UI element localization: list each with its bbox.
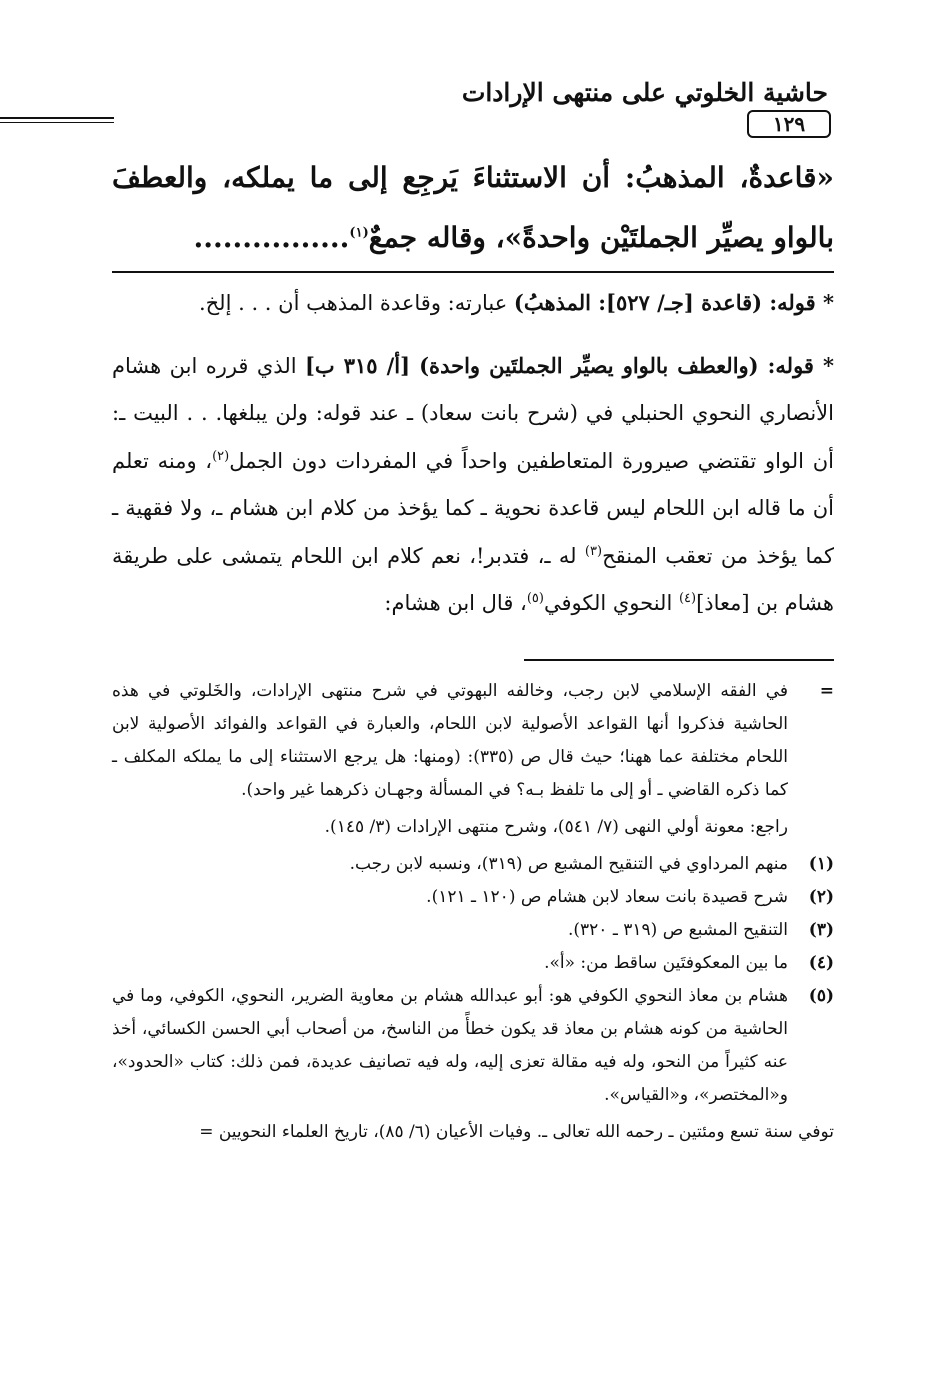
running-header-title: حاشية الخلوتي على منتهى الإرادات [461, 78, 828, 107]
footnote-ref-4: (٤) [678, 591, 697, 606]
commentary-paragraph-2 [112, 342, 834, 628]
commentary-body-1: عبارته: وقاعدة المذهب أن . . . إلخ. [198, 291, 514, 315]
footnote-number: (١) [808, 854, 834, 874]
footnote-separator [524, 659, 834, 661]
commentary-body-2b: ، ومنه تعلم أن ما قاله ابن اللحام ليس قاعدة نحوية ـ كما يؤخذ من كلام ابن هشام ـ، ولا فقهية ـ كما يؤخذ من تعقب المنقح [112, 448, 835, 568]
footnote-continuation [112, 675, 834, 807]
footnote-last-line: توفي سنة تسع ومئتين ـ رحمه الله تعالى ـ. وفيات الأعيان (٦/ ٨٥)، تاريخ العلماء النحويين = [199, 1122, 834, 1142]
footnote-refer: راجع: معونة أولي النهى (٧/ ٥٤١)، وشرح منتهى الإرادات (٣/ ١٤٥). [324, 817, 788, 837]
footnote-number: (٣) [808, 920, 834, 940]
commentary-paragraph-1 [112, 279, 834, 328]
commentary-lead-2: * قوله: (والعطف بالواو يصيِّر الجملتَين واحدة) [أ/ ٣١٥ ب] [304, 352, 834, 378]
page-number: ١٢٩ [747, 110, 831, 138]
footnote-ref-5: (٥) [526, 591, 544, 606]
footnote-number: (٥) [808, 986, 834, 1006]
footnote-text: منهم المرداوي في التنقيح المشبع ص (٣١٩)، ونسبه لابن رجب. [349, 854, 788, 874]
commentary-body-2d: النحوي الكوفي [543, 591, 679, 615]
footnote-text: التنقيح المشبع ص (٣١٩ ـ ٣٢٠). [568, 920, 788, 940]
commentary-body-2a: الذي قرره ابن هشام الأنصاري النحوي الحنبلي في (شرح بانت سعاد) ـ عند قوله: ولن يبلغها. . . البيت ـ: أن الواو تقتضي صيرورة المتعاطفين واحداً في المفردات دون الجمل [112, 353, 834, 473]
matn-text [112, 148, 834, 268]
footnote-text: ما بين المعكوفتَين ساقط من: «أ». [544, 953, 788, 973]
commentary-body-2e: ، قال ابن هشام: [384, 591, 527, 615]
commentary-body-2c: له ـ، فتدبر!، نعم كلام ابن اللحام يتمشى على طريقة هشام بن [معاذ] [112, 543, 834, 615]
footnote-item [112, 980, 834, 1112]
continuation-mark: = [819, 681, 834, 701]
footnote-text: هشام بن معاذ النحوي الكوفي هو: أبو عبدالله هشام بن معاوية الضرير، النحوي، الكوفي، وما في الحاشية من كونه هشام بن معاذ قد يكون خطأً من الناسخ، من أصحاب أبي الحسن الكسائي، أخذ عنه كثيراً من النحو، وله فيه مقالة تعزى إليه، وله فيه تصانيف عديدة، فمن ذلك: كتاب «الحدود»، و«المختصر»، و«القياس». [112, 986, 788, 1105]
footnote-ref-1: (١) [349, 225, 369, 241]
commentary-lead-1: * قوله: (قاعدة [جـ/ ٥٢٧]: المذهبُ) [513, 290, 834, 315]
footnote-text: شرح قصيدة بانت سعاد لابن هشام ص (١٢٠ ـ ١٢١). [426, 887, 788, 907]
matn-divider [112, 271, 834, 273]
footnote-number: (٤) [808, 953, 834, 973]
continuation-text: في الفقه الإسلامي لابن رجب، وخالفه البهوتي في شرح منتهى الإرادات، والخَلوتي في هذه الحاشية فذكروا أنها القواعد الأصولية لابن اللحام، والعبارة في القواعد والفوائد الأصولية لابن اللحام مختلفة عما ههنا؛ حيث قال ص (٣٣٥): (ومنها: هل يرجع الاستثناء إلى ما يملكه المكلف ـ كما ذكره القاضي ـ أو إلى ما تلفظ بـه؟ في المسألة وجهـان ذكرهما غير واحد). [112, 681, 788, 800]
header-rule [0, 117, 114, 123]
footnote-item [112, 881, 834, 914]
footnote-ref-3: (٣) [584, 543, 603, 559]
footnote-item [112, 947, 834, 980]
footnotes [112, 675, 834, 1149]
footnote-number: (٢) [808, 887, 834, 907]
footnote-item [112, 914, 834, 947]
footnote-item [112, 848, 834, 881]
matn-body: «قاعدةٌ، المذهبُ: أن الاستثناءَ يَرجِع إلى ما يملكه، والعطفَ بالواو يصيِّر الجملتَيْن واحدةً»، وقاله جمعٌ [112, 161, 834, 254]
footnote-ref-2: (٢) [212, 448, 230, 464]
matn-dots: ................ [193, 221, 350, 254]
commentary [112, 279, 834, 628]
